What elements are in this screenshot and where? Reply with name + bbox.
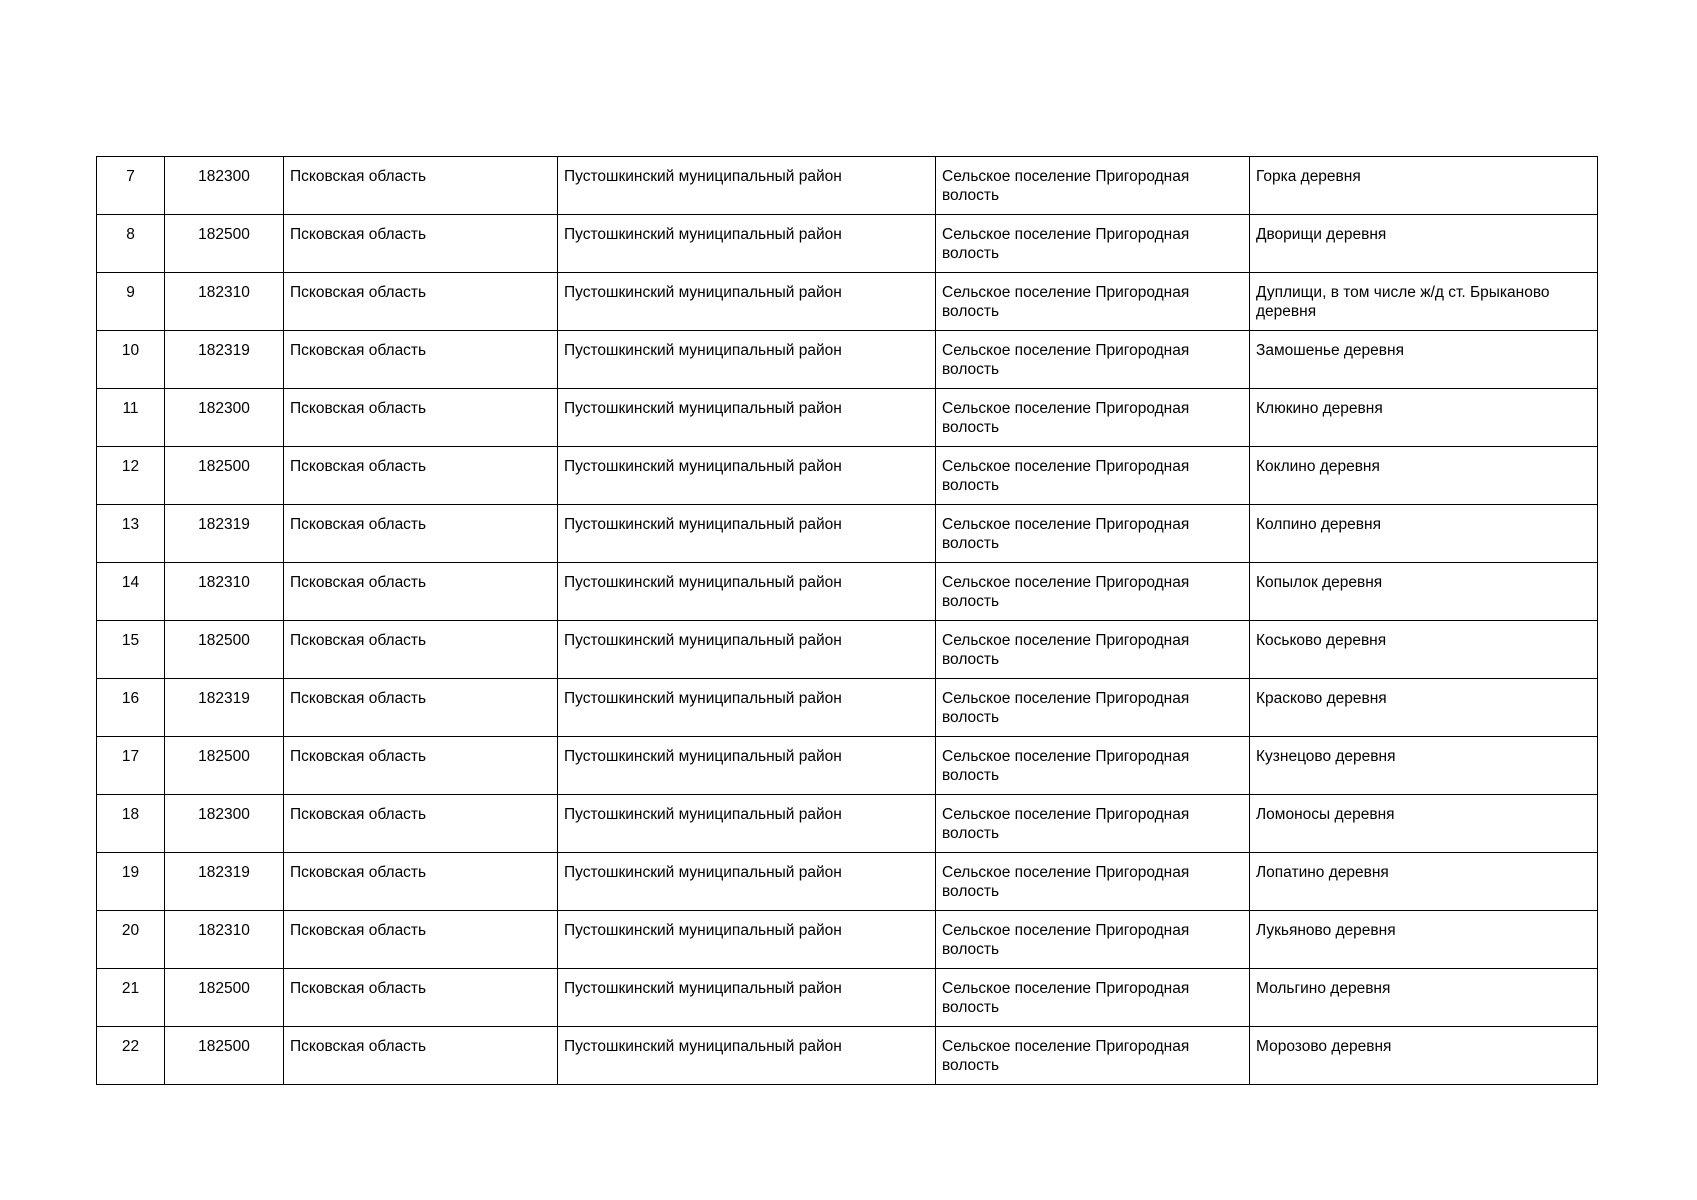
cell-region: Псковская область xyxy=(284,505,558,563)
cell-locality: Лопатино деревня xyxy=(1250,853,1598,911)
cell-postal-index: 182300 xyxy=(165,157,284,215)
cell-district: Пустошкинский муниципальный район xyxy=(558,215,936,273)
cell-settlement: Сельское поселение Пригородная волость xyxy=(936,331,1250,389)
table-row xyxy=(97,969,1598,1027)
table-row xyxy=(97,505,1598,563)
cell-postal-index: 182319 xyxy=(165,505,284,563)
cell-postal-index: 182500 xyxy=(165,1027,284,1085)
cell-region: Псковская область xyxy=(284,563,558,621)
cell-region: Псковская область xyxy=(284,215,558,273)
cell-region: Псковская область xyxy=(284,447,558,505)
cell-row-number: 10 xyxy=(97,331,165,389)
cell-region: Псковская область xyxy=(284,853,558,911)
cell-locality: Мольгино деревня xyxy=(1250,969,1598,1027)
cell-region: Псковская область xyxy=(284,331,558,389)
cell-locality: Кузнецово деревня xyxy=(1250,737,1598,795)
table-row xyxy=(97,447,1598,505)
cell-locality: Морозово деревня xyxy=(1250,1027,1598,1085)
cell-region: Псковская область xyxy=(284,969,558,1027)
cell-row-number: 17 xyxy=(97,737,165,795)
cell-locality: Красково деревня xyxy=(1250,679,1598,737)
cell-locality: Коськово деревня xyxy=(1250,621,1598,679)
cell-row-number: 9 xyxy=(97,273,165,331)
table-row xyxy=(97,1027,1598,1085)
cell-locality: Дуплищи, в том числе ж/д ст. Брыканово деревня xyxy=(1250,273,1598,331)
cell-district: Пустошкинский муниципальный район xyxy=(558,505,936,563)
cell-postal-index: 182500 xyxy=(165,447,284,505)
cell-settlement: Сельское поселение Пригородная волость xyxy=(936,273,1250,331)
cell-settlement: Сельское поселение Пригородная волость xyxy=(936,1027,1250,1085)
cell-row-number: 11 xyxy=(97,389,165,447)
cell-district: Пустошкинский муниципальный район xyxy=(558,969,936,1027)
cell-postal-index: 182500 xyxy=(165,737,284,795)
cell-region: Псковская область xyxy=(284,157,558,215)
cell-row-number: 13 xyxy=(97,505,165,563)
cell-row-number: 12 xyxy=(97,447,165,505)
cell-district: Пустошкинский муниципальный район xyxy=(558,1027,936,1085)
cell-district: Пустошкинский муниципальный район xyxy=(558,911,936,969)
table-body xyxy=(97,157,1598,1085)
cell-postal-index: 182500 xyxy=(165,215,284,273)
cell-postal-index: 182300 xyxy=(165,389,284,447)
table-row xyxy=(97,795,1598,853)
cell-district: Пустошкинский муниципальный район xyxy=(558,621,936,679)
cell-settlement: Сельское поселение Пригородная волость xyxy=(936,853,1250,911)
cell-region: Псковская область xyxy=(284,389,558,447)
cell-row-number: 15 xyxy=(97,621,165,679)
cell-region: Псковская область xyxy=(284,795,558,853)
cell-district: Пустошкинский муниципальный район xyxy=(558,679,936,737)
cell-region: Псковская область xyxy=(284,737,558,795)
cell-row-number: 19 xyxy=(97,853,165,911)
cell-settlement: Сельское поселение Пригородная волость xyxy=(936,737,1250,795)
cell-locality: Замошенье деревня xyxy=(1250,331,1598,389)
cell-district: Пустошкинский муниципальный район xyxy=(558,795,936,853)
cell-district: Пустошкинский муниципальный район xyxy=(558,331,936,389)
cell-postal-index: 182500 xyxy=(165,621,284,679)
cell-postal-index: 182310 xyxy=(165,563,284,621)
table-row xyxy=(97,679,1598,737)
cell-row-number: 8 xyxy=(97,215,165,273)
cell-row-number: 16 xyxy=(97,679,165,737)
cell-settlement: Сельское поселение Пригородная волость xyxy=(936,389,1250,447)
table-row xyxy=(97,273,1598,331)
cell-postal-index: 182310 xyxy=(165,273,284,331)
cell-settlement: Сельское поселение Пригородная волость xyxy=(936,505,1250,563)
cell-settlement: Сельское поселение Пригородная волость xyxy=(936,157,1250,215)
cell-region: Псковская область xyxy=(284,911,558,969)
cell-settlement: Сельское поселение Пригородная волость xyxy=(936,795,1250,853)
cell-district: Пустошкинский муниципальный район xyxy=(558,737,936,795)
table-row xyxy=(97,331,1598,389)
cell-region: Псковская область xyxy=(284,679,558,737)
cell-row-number: 22 xyxy=(97,1027,165,1085)
cell-locality: Коклино деревня xyxy=(1250,447,1598,505)
cell-row-number: 21 xyxy=(97,969,165,1027)
cell-settlement: Сельское поселение Пригородная волость xyxy=(936,447,1250,505)
cell-region: Псковская область xyxy=(284,621,558,679)
cell-postal-index: 182500 xyxy=(165,969,284,1027)
cell-locality: Колпино деревня xyxy=(1250,505,1598,563)
cell-district: Пустошкинский муниципальный район xyxy=(558,853,936,911)
cell-settlement: Сельское поселение Пригородная волость xyxy=(936,215,1250,273)
table-row xyxy=(97,737,1598,795)
settlements-table xyxy=(96,156,1598,1085)
cell-settlement: Сельское поселение Пригородная волость xyxy=(936,621,1250,679)
cell-district: Пустошкинский муниципальный район xyxy=(558,389,936,447)
cell-row-number: 14 xyxy=(97,563,165,621)
cell-region: Псковская область xyxy=(284,1027,558,1085)
cell-settlement: Сельское поселение Пригородная волость xyxy=(936,679,1250,737)
cell-postal-index: 182319 xyxy=(165,679,284,737)
cell-region: Псковская область xyxy=(284,273,558,331)
cell-district: Пустошкинский муниципальный район xyxy=(558,563,936,621)
cell-postal-index: 182310 xyxy=(165,911,284,969)
table-row xyxy=(97,563,1598,621)
cell-settlement: Сельское поселение Пригородная волость xyxy=(936,911,1250,969)
table-row xyxy=(97,157,1598,215)
cell-district: Пустошкинский муниципальный район xyxy=(558,447,936,505)
cell-postal-index: 182319 xyxy=(165,331,284,389)
cell-settlement: Сельское поселение Пригородная волость xyxy=(936,969,1250,1027)
cell-district: Пустошкинский муниципальный район xyxy=(558,273,936,331)
cell-district: Пустошкинский муниципальный район xyxy=(558,157,936,215)
table-row xyxy=(97,853,1598,911)
cell-row-number: 7 xyxy=(97,157,165,215)
cell-row-number: 20 xyxy=(97,911,165,969)
table-row xyxy=(97,911,1598,969)
cell-locality: Ломоносы деревня xyxy=(1250,795,1598,853)
cell-locality: Лукьяново деревня xyxy=(1250,911,1598,969)
cell-locality: Дворищи деревня xyxy=(1250,215,1598,273)
table-row xyxy=(97,621,1598,679)
cell-postal-index: 182319 xyxy=(165,853,284,911)
cell-postal-index: 182300 xyxy=(165,795,284,853)
cell-row-number: 18 xyxy=(97,795,165,853)
cell-locality: Клюкино деревня xyxy=(1250,389,1598,447)
cell-locality: Копылок деревня xyxy=(1250,563,1598,621)
table-row xyxy=(97,389,1598,447)
cell-locality: Горка деревня xyxy=(1250,157,1598,215)
cell-settlement: Сельское поселение Пригородная волость xyxy=(936,563,1250,621)
table-row xyxy=(97,215,1598,273)
